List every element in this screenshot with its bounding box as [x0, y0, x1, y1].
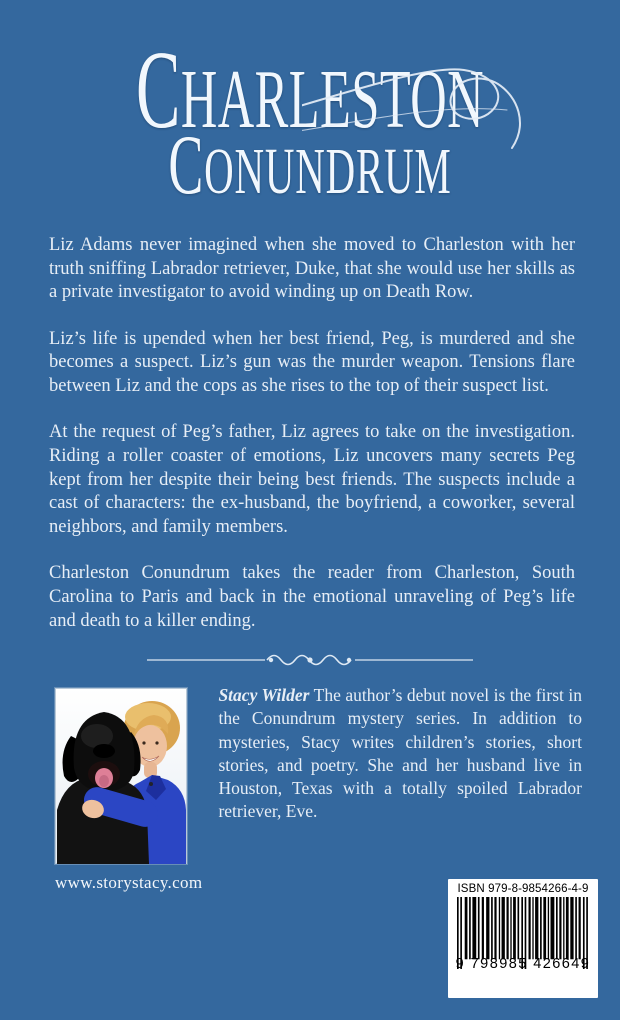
- isbn-barcode: [448, 879, 598, 998]
- synopsis-paragraph-2: Liz’s life is upended when her best friend, Peg, is murdered and she becomes a suspect. Liz’s gun was the murder weapon. Tensions flare between Liz and the cops as she rises to the top of their suspect list.: [49, 328, 575, 396]
- synopsis-paragraph-4: Charleston Conundrum takes the reader from Charleston, South Carolina to Paris and back in the emotional unraveling of Peg’s life and death to a killer ending.: [49, 563, 575, 631]
- ornamental-divider: [0, 651, 620, 674]
- title-line-2: CONUNDRUM: [168, 119, 452, 212]
- author-website: www.storystacy.com: [55, 873, 203, 892]
- author-photo-column: [55, 688, 202, 893]
- author-bio-text: The author’s debut novel is the first in the Conundrum mystery series. In addition to mysteries, Stacy writes children’s stories, short stories, and poetry. She and her husband live in Houston, Texas with a totally spoiled Labrador retriever, Eve.: [218, 685, 582, 822]
- author-photo: [55, 688, 187, 864]
- title-line-1: CHARLESTON: [135, 28, 485, 151]
- author-section: [55, 685, 582, 893]
- author-bio: [218, 684, 582, 824]
- divider-flourish-icon: [145, 651, 475, 669]
- isbn-digits: 9 798985 426649: [455, 956, 591, 972]
- isbn-number: ISBN 979-8-9854266-4-9: [457, 883, 589, 895]
- synopsis: [49, 234, 575, 656]
- author-with-dog-photo-icon: [55, 688, 187, 864]
- book-title: [0, 28, 620, 212]
- synopsis-paragraph-3: At the request of Peg’s father, Liz agrees to take on the investigation. Riding a roller coaster of emotions, Liz uncovers many secrets Peg kept from her despite their being best friends. The suspects include a cast of characters: the ex-husband, the boyfriend, a coworker, several neighbors, and family members.: [49, 422, 575, 537]
- synopsis-paragraph-1: Liz Adams never imagined when she moved to Charleston with her truth sniffing Labrador retriever, Duke, that she would use her skills as a private investigator to avoid winding up on Death Row.: [49, 235, 575, 303]
- author-name: Stacy Wilder: [218, 685, 310, 705]
